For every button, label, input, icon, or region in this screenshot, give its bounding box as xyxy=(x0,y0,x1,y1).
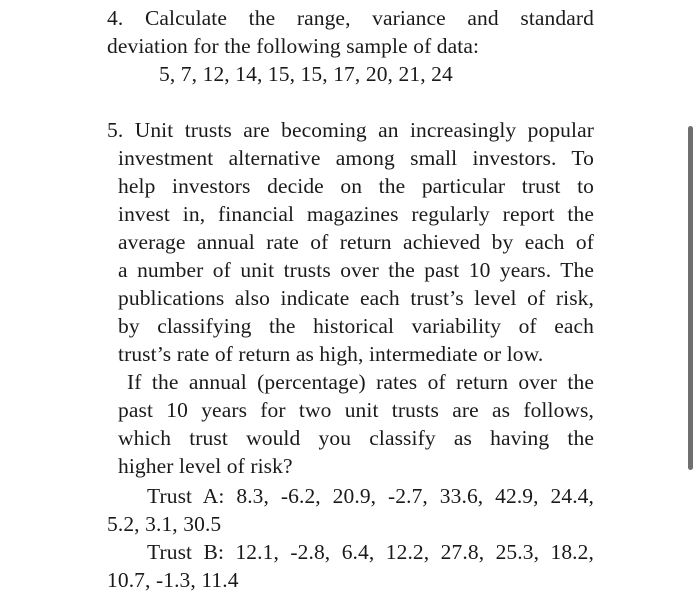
q4-line-2: deviation for the following sample of data: xyxy=(107,34,480,58)
trust-a-line-2: 5.2, 3.1, 30.5 xyxy=(107,512,222,536)
q5-line-9: trust’s rate of return as high, intermediate or low. xyxy=(118,342,544,366)
q5-line-2: investment alternative among small investors. To xyxy=(118,146,594,170)
trust-a-line-1: Trust A: 8.3, -6.2, 20.9, -2.7, 33.6, 42.9, 24.4, xyxy=(147,484,594,508)
q5-line-13: higher level of risk? xyxy=(118,454,293,478)
q5-line-6: a number of unit trusts over the past 10 years. The xyxy=(118,258,594,282)
q5-line-4: invest in, financial magazines regularly report the xyxy=(118,202,594,226)
q5-line-12: which trust would you classify as having the xyxy=(118,426,594,450)
q5-line-8: by classifying the historical variability of each xyxy=(118,314,594,338)
q4-data: 5, 7, 12, 14, 15, 15, 17, 20, 21, 24 xyxy=(159,62,453,86)
q4-line-1: 4. Calculate the range, variance and standard xyxy=(107,6,594,30)
vertical-scrollbar[interactable] xyxy=(688,126,693,470)
q5-line-10: If the annual (percentage) rates of return over the xyxy=(127,370,594,394)
q5-line-5: average annual rate of return achieved by each of xyxy=(118,230,594,254)
q5-line-3: help investors decide on the particular trust to xyxy=(118,174,594,198)
q5-line-11: past 10 years for two unit trusts are as follows, xyxy=(118,398,594,422)
q5-line-1: 5. Unit trusts are becoming an increasingly popular xyxy=(107,118,594,142)
trust-b-line-1: Trust B: 12.1, -2.8, 6.4, 12.2, 27.8, 25.3, 18.2, xyxy=(147,540,594,564)
trust-b-line-2: 10.7, -1.3, 11.4 xyxy=(107,568,239,592)
q5-line-7: publications also indicate each trust’s level of risk, xyxy=(118,286,594,310)
